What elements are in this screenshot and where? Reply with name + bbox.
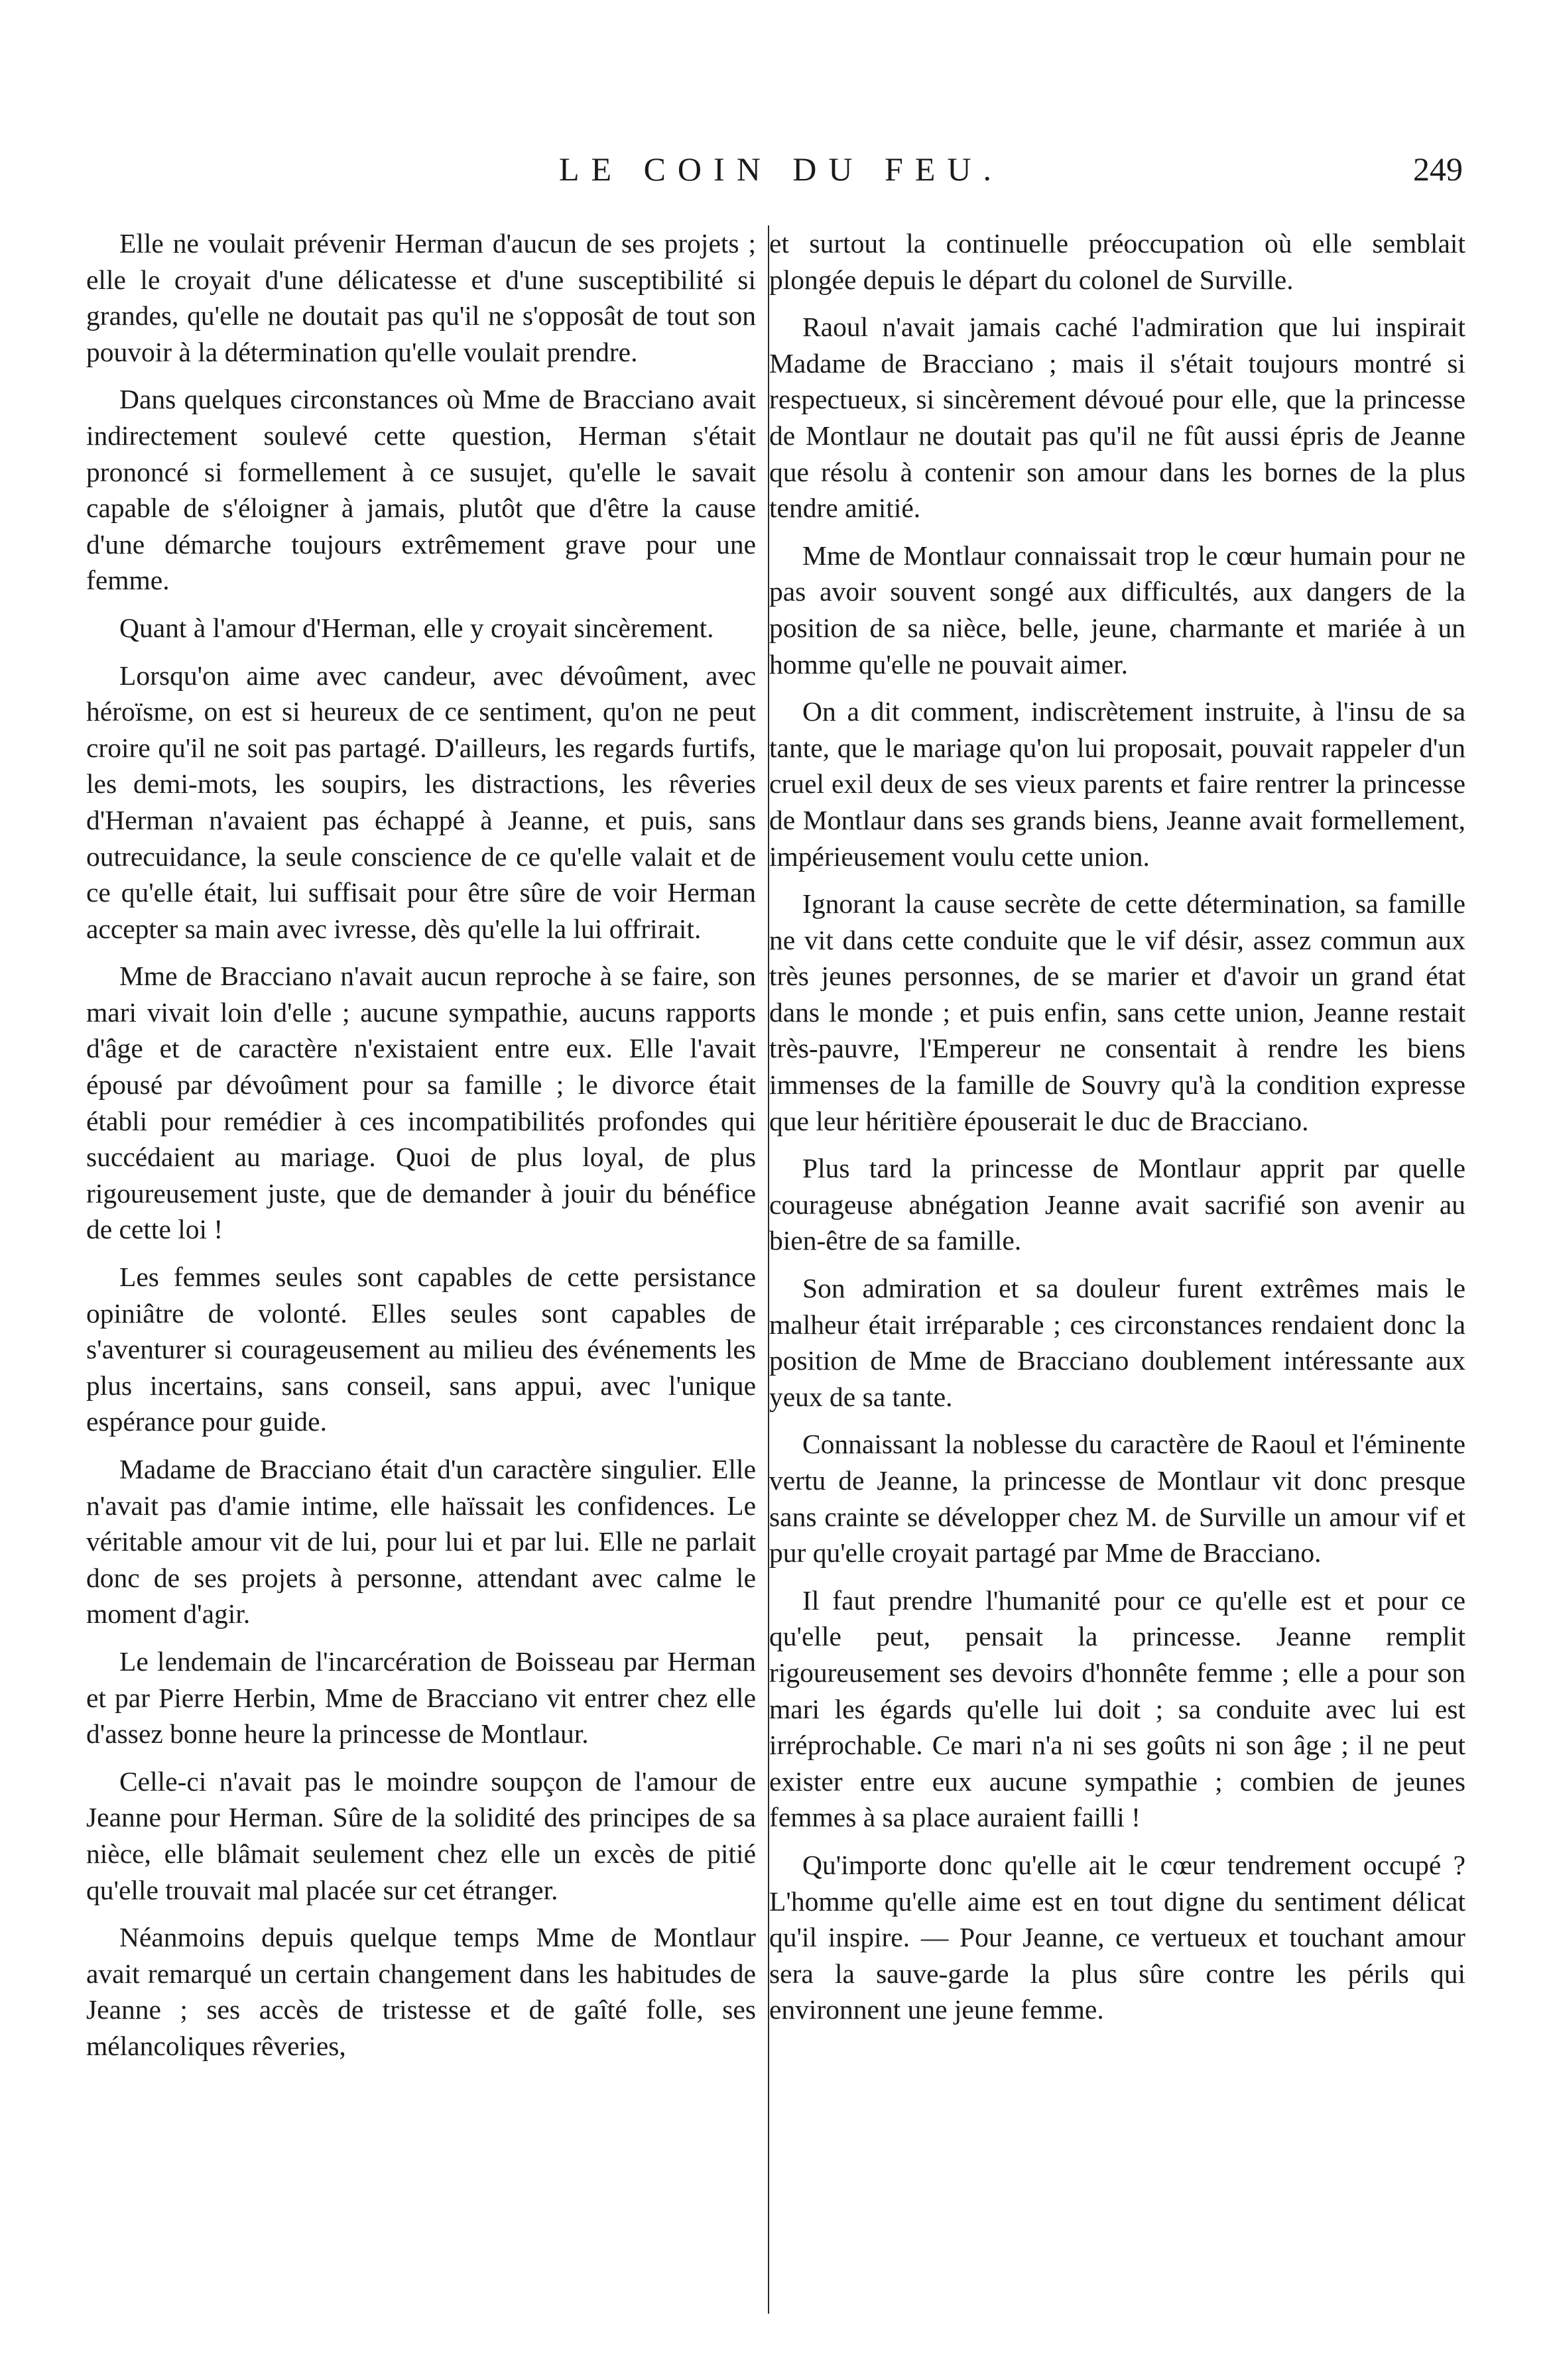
paragraph: Il faut prendre l'humanité pour ce qu'elle est et pour ce qu'elle peut, pensait la princesse. Jeanne remplit rigoureusement ses devoirs d'honnête femme ; elle a pour son mari les égards qu'elle lui doit ; sa conduite avec lui est irréprochable. Ce mari n'a ni ses goûts ni son âge ; il ne peut exister entre eux aucune sympathie ; combien de jeunes femmes à sa place auraient failli ! <box>769 1584 1465 1833</box>
paragraph: Connaissant la noblesse du caractère de Raoul et l'éminente vertu de Jeanne, la princesse de Montlaur vit donc presque sans crainte se développer chez M. de Surville un amour vif et pur qu'elle croyait partagé par Mme de Bracciano. <box>769 1429 1465 1569</box>
paragraph: Raoul n'avait jamais caché l'admiration que lui inspirait Madame de Bracciano ; mais il s'était toujours montré si respectueux, si sincèrement dévoué pour elle, que la princesse de Montlaur ne doutait pas qu'il ne fût aussi épris de Jeanne que résolu à contenir son amour dans les bornes de la plus tendre amitié. <box>769 312 1465 524</box>
paragraph: Néanmoins depuis quelque temps Mme de Montlaur avait remarqué un certain changement dans les habitudes de Jeanne ; ses accès de tristesse et de gaîté folle, ses mélancoliques rêveries, <box>86 1922 756 2061</box>
paragraph-continued: et surtout la continuelle préoccupation où elle semblait plongée depuis le départ du colonel de Surville. <box>769 228 1465 295</box>
paragraph: Mme de Bracciano n'avait aucun reproche à se faire, son mari vivait loin d'elle ; aucune sympathie, aucuns rapports d'âge et de caractère n'existaient entre eux. Elle l'avait épousé par dévoûment pour sa famille ; le divorce était établi pour remédier à ces incompatibilités profondes qui succédaient au mariage. Quoi de plus loyal, de plus rigoureusement juste, que de demander à jouir du bénéfice de cette loi ! <box>86 961 756 1245</box>
paragraph: Elle ne voulait prévenir Herman d'aucun de ses projets ; elle le croyait d'une délicatesse et d'une susceptibilité si grandes, qu'elle ne doutait pas qu'il ne s'opposât de tout son pouvoir à la détermination qu'elle voulait prendre. <box>86 228 756 367</box>
paragraph: Mme de Montlaur connaissait trop le cœur humain pour ne pas avoir souvent songé aux difficultés, aux dangers de la position de sa nièce, belle, jeune, charmante et mariée à un homme qu'elle ne pouvait aimer. <box>769 540 1465 680</box>
paragraph: Madame de Bracciano était d'un caractère singulier. Elle n'avait pas d'amie intime, elle haïssait les confidences. Le véritable amour vit de lui, pour lui et par lui. Elle ne parlait donc de ses projets à personne, attendant avec calme le moment d'agir. <box>86 1454 756 1630</box>
paragraph: Ignorant la cause secrète de cette détermination, sa famille ne vit dans cette conduite que le vif désir, assez commun aux très jeunes personnes, de se marier et d'avoir un grand état dans le monde ; et puis enfin, sans cette union, Jeanne restait très-pauvre, l'Empereur ne consentait à rendre les biens immenses de la famille de Souvry qu'à la condition expresse que leur héritière épouserait le duc de Bracciano. <box>769 888 1465 1136</box>
paragraph: Plus tard la princesse de Montlaur apprit par quelle courageuse abnégation Jeanne avait sacrifié son avenir au bien-être de sa famille. <box>769 1153 1465 1256</box>
paragraph: Son admiration et sa douleur furent extrêmes mais le malheur était irréparable ; ces circonstances rendaient donc la position de Mme de Bracciano doublement intéressante aux yeux de sa tante. <box>769 1273 1465 1412</box>
paragraph: Celle-ci n'avait pas le moindre soupçon de l'amour de Jeanne pour Herman. Sûre de la solidité des principes de sa nièce, elle blâmait seulement chez elle un excès de pitié qu'elle trouvait mal placée sur cet étranger. <box>86 1765 756 1905</box>
paragraph: On a dit comment, indiscrètement instruite, à l'insu de sa tante, que le mariage qu'on lui proposait, pouvait rappeler d'un cruel exil deux de ses vieux parents et faire rentrer la princesse de Montlaur dans ses grands biens, Jeanne avait formellement, impérieusement voulu cette union. <box>769 696 1465 872</box>
page-header <box>99 146 1463 199</box>
paragraph: Qu'importe donc qu'elle ait le cœur tendrement occupé ? L'homme qu'elle aime est en tout digne du sentiment délicat qu'il inspire. — Pour Jeanne, ce vertueux et touchant amour sera la sauve-garde la plus sûre contre les périls qui environnent une jeune femme. <box>769 1849 1465 2025</box>
page-number: 249 <box>1413 150 1463 188</box>
paragraph: Lorsqu'on aime avec candeur, avec dévoûment, avec héroïsme, on est si heureux de ce sentiment, qu'on ne peut croire qu'il ne soit pas partagé. D'ailleurs, les regards furtifs, les demi-mots, les soupirs, les distractions, les rêveries d'Herman n'avaient pas échappé à Jeanne, et puis, sans outrecuidance, la seule conscience de ce qu'elle valait et de ce qu'elle était, lui suffisait pour être sûre de voir Herman accepter sa main avec ivresse, dès qu'elle la lui offrirait. <box>86 660 756 944</box>
running-title: LE COIN DU FEU. <box>559 150 1003 188</box>
right-column <box>769 225 1465 2039</box>
paragraph: Les femmes seules sont capables de cette persistance opiniâtre de volonté. Elles seules sont capables de s'aventurer si courageusement au milieu des événements les plus incertains, sans conseil, sans appui, avec l'unique espérance pour guide. <box>86 1262 756 1437</box>
left-column <box>86 225 756 2076</box>
paragraph: Dans quelques circonstances où Mme de Bracciano avait indirectement soulevé cette question, Herman s'était prononcé si formellement à ce susujet, qu'elle le savait capable de s'éloigner à jamais, plutôt que d'être la cause d'une démarche toujours extrêmement grave pour une femme. <box>86 384 756 596</box>
paragraph: Le lendemain de l'incarcération de Boisseau par Herman et par Pierre Herbin, Mme de Bracciano vit entrer chez elle d'assez bonne heure la princesse de Montlaur. <box>86 1645 756 1750</box>
paragraph: Quant à l'amour d'Herman, elle y croyait sincèrement. <box>119 612 714 643</box>
